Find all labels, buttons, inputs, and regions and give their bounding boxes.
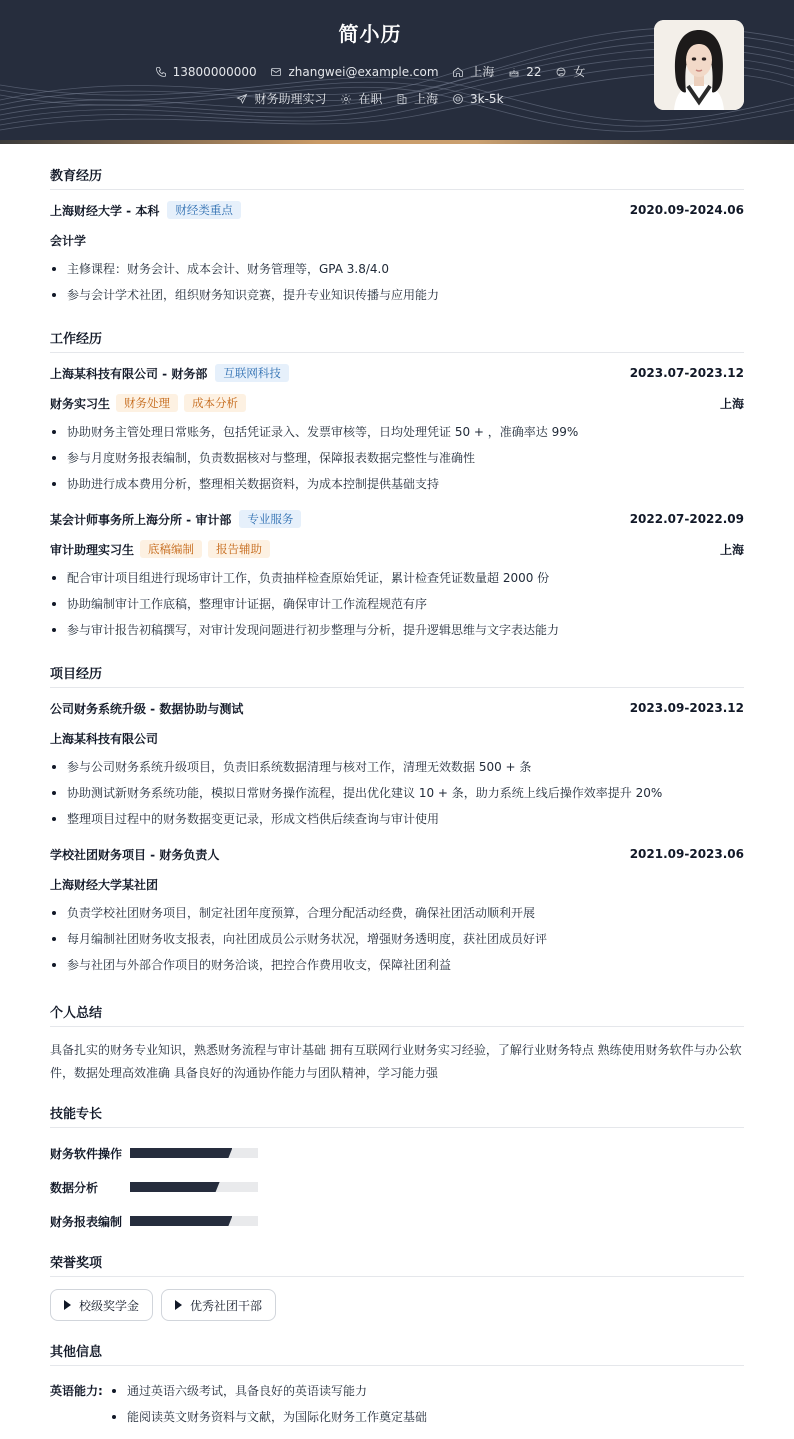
list-item: 主修课程：财务会计、成本会计、财务管理等，GPA 3.8/4.0 bbox=[50, 256, 744, 282]
awards-section bbox=[50, 1252, 744, 1321]
other-section bbox=[50, 1341, 744, 1430]
skill-level-fill bbox=[130, 1148, 232, 1158]
skill-tag: 底稿编制 bbox=[140, 540, 202, 558]
work-bullets bbox=[50, 565, 744, 643]
school-name: 上海财经大学 - 本科 bbox=[50, 203, 160, 218]
project-org: 上海某科技有限公司 bbox=[50, 731, 159, 746]
section-title: 荣誉奖项 bbox=[50, 1252, 744, 1277]
project-date: 2023.09-2023.12 bbox=[629, 701, 744, 715]
project-org-row bbox=[50, 728, 744, 748]
other-info bbox=[50, 1378, 744, 1430]
award-chip bbox=[50, 1289, 153, 1321]
work-role-row bbox=[50, 393, 744, 413]
job-intention-row bbox=[0, 90, 740, 108]
award-label: 校级奖学金 bbox=[79, 1298, 140, 1313]
skills-list bbox=[50, 1136, 744, 1238]
contact-phone bbox=[155, 65, 257, 79]
skill-tag: 成本分析 bbox=[184, 394, 246, 412]
project-section bbox=[50, 663, 744, 978]
list-item: 参与审计报告初稿撰写，对审计发现问题进行初步整理与分析，提升逻辑思维与文字表达能力 bbox=[50, 617, 744, 643]
project-entry-header bbox=[50, 844, 744, 864]
job-city-text: 上海 bbox=[414, 92, 439, 106]
job-city bbox=[396, 90, 438, 107]
role-name: 审计助理实习生 bbox=[50, 542, 135, 557]
candidate-name: 简小历 bbox=[338, 22, 402, 46]
education-entry-header bbox=[50, 200, 744, 220]
project-bullets bbox=[50, 754, 744, 832]
list-item: 协助财务主管处理日常账务，包括凭证录入、发票审核等，日均处理凭证 50 + ，准确率达 99% bbox=[50, 419, 744, 445]
job-salary bbox=[452, 92, 504, 106]
summary-text: 具备扎实的财务专业知识，熟悉财务流程与审计基础 拥有互联网行业财务实习经验，了解行业财务特点 熟练使用财务软件与办公软件，数据处理高效准确 具备良好的沟通协作能力与团队精神，学习能力强 bbox=[50, 1043, 742, 1080]
section-title: 项目经历 bbox=[50, 663, 744, 688]
contact-email bbox=[270, 65, 438, 79]
industry-tag: 互联网科技 bbox=[215, 364, 289, 382]
home-icon bbox=[452, 66, 464, 78]
skill-item bbox=[50, 1170, 403, 1204]
skill-name: 数据分析 bbox=[50, 1180, 99, 1195]
skill-tag: 报告辅助 bbox=[208, 540, 270, 558]
skill-level-bar bbox=[130, 1148, 258, 1158]
work-entry-header bbox=[50, 363, 744, 383]
skill-level-bar bbox=[130, 1216, 258, 1226]
section-title: 技能专长 bbox=[50, 1103, 744, 1128]
work-section bbox=[50, 328, 744, 643]
resume-header bbox=[0, 0, 794, 140]
list-item: 配合审计项目组进行现场审计工作，负责抽样检查原始凭证，累计检查凭证数量超 2000 份 bbox=[50, 565, 744, 591]
education-bullets bbox=[50, 256, 744, 308]
contact-row bbox=[0, 63, 740, 81]
play-icon bbox=[64, 1300, 71, 1310]
mail-icon bbox=[270, 66, 282, 78]
gender-icon bbox=[555, 66, 567, 78]
company-name: 上海某科技有限公司 - 财务部 bbox=[50, 366, 208, 381]
work-location: 上海 bbox=[719, 396, 744, 411]
list-item: 能阅读英文财务资料与文献，为国际化财务工作奠定基础 bbox=[110, 1404, 427, 1430]
award-chip bbox=[161, 1289, 276, 1321]
section-title: 个人总结 bbox=[50, 1002, 744, 1027]
work-bullets bbox=[50, 419, 744, 497]
skill-level-bar bbox=[130, 1182, 258, 1192]
resume-body bbox=[50, 144, 744, 1430]
status-text: 在职 bbox=[358, 92, 383, 106]
project-entry-header bbox=[50, 698, 744, 718]
contact-gender bbox=[555, 63, 585, 80]
skill-tag: 财务处理 bbox=[116, 394, 178, 412]
list-item: 协助进行成本费用分析，整理相关数据资料，为成本控制提供基础支持 bbox=[50, 471, 744, 497]
list-item: 协助测试新财务系统功能，模拟日常财务操作流程，提出优化建议 10 + 条，助力系统上线后操作效率提升 20% bbox=[50, 780, 744, 806]
other-bullets bbox=[110, 1378, 427, 1430]
list-item: 参与月度财务报表编制，负责数据核对与整理，保障报表数据完整性与准确性 bbox=[50, 445, 744, 471]
list-item: 参与公司财务系统升级项目，负责旧系统数据清理与核对工作，清理无效数据 500 + 条 bbox=[50, 754, 744, 780]
send-icon bbox=[236, 93, 248, 105]
education-section bbox=[50, 165, 744, 308]
summary-section bbox=[50, 1002, 744, 1085]
section-title: 教育经历 bbox=[50, 165, 744, 190]
email-text: zhangwei@example.com bbox=[288, 64, 439, 79]
contact-age bbox=[508, 65, 541, 79]
status-icon bbox=[340, 93, 352, 105]
list-item: 参与会计学术社团，组织财务知识竞赛，提升专业知识传播与应用能力 bbox=[50, 282, 744, 308]
work-date: 2023.07-2023.12 bbox=[629, 366, 744, 380]
work-date: 2022.07-2022.09 bbox=[629, 512, 744, 526]
work-location: 上海 bbox=[719, 542, 744, 557]
skill-item bbox=[50, 1204, 403, 1238]
play-icon bbox=[175, 1300, 182, 1310]
cake-icon bbox=[508, 66, 520, 78]
list-item: 负责学校社团财务项目，制定社团年度预算，合理分配活动经费，确保社团活动顺利开展 bbox=[50, 900, 744, 926]
section-title: 工作经历 bbox=[50, 328, 744, 353]
gender-text: 女 bbox=[573, 65, 586, 79]
skill-name: 财务软件操作 bbox=[50, 1146, 123, 1161]
job-status bbox=[340, 90, 382, 107]
company-name: 某会计师事务所上海分所 - 审计部 bbox=[50, 512, 232, 527]
award-label: 优秀社团干部 bbox=[190, 1298, 263, 1313]
position-text: 财务助理实习 bbox=[254, 92, 327, 106]
major: 会计学 bbox=[50, 233, 87, 248]
other-label: 英语能力: bbox=[50, 1384, 103, 1398]
awards-list bbox=[50, 1289, 744, 1321]
section-title: 其他信息 bbox=[50, 1341, 744, 1366]
project-name: 学校社团财务项目 - 财务负责人 bbox=[50, 847, 220, 862]
avatar bbox=[654, 20, 744, 110]
list-item: 整理项目过程中的财务数据变更记录，形成文档供后续查询与审计使用 bbox=[50, 806, 744, 832]
school-tag: 财经类重点 bbox=[167, 201, 241, 219]
project-date: 2021.09-2023.06 bbox=[629, 847, 744, 861]
building-icon bbox=[396, 93, 408, 105]
project-org-row bbox=[50, 874, 744, 894]
industry-tag: 专业服务 bbox=[239, 510, 301, 528]
skill-item bbox=[50, 1136, 403, 1170]
project-org: 上海财经大学某社团 bbox=[50, 877, 159, 892]
avatar-portrait-icon bbox=[654, 20, 744, 110]
skill-name: 财务报表编制 bbox=[50, 1214, 123, 1229]
skills-section bbox=[50, 1103, 744, 1238]
salary-icon bbox=[452, 93, 464, 105]
salary-text: 3k-5k bbox=[470, 91, 504, 106]
work-role-row bbox=[50, 539, 744, 559]
list-item: 通过英语六级考试，具备良好的英语读写能力 bbox=[110, 1378, 427, 1404]
education-date: 2020.09-2024.06 bbox=[629, 203, 744, 217]
list-item: 每月编制社团财务收支报表，向社团成员公示财务状况，增强财务透明度，获社团成员好评 bbox=[50, 926, 744, 952]
phone-icon bbox=[155, 66, 167, 78]
project-name: 公司财务系统升级 - 数据协助与测试 bbox=[50, 701, 244, 716]
work-entry-header bbox=[50, 509, 744, 529]
job-position bbox=[236, 90, 326, 107]
skill-level-fill bbox=[130, 1182, 220, 1192]
role-name: 财务实习生 bbox=[50, 396, 111, 411]
phone-text: 13800000000 bbox=[172, 64, 257, 79]
project-bullets bbox=[50, 900, 744, 978]
list-item: 协助编制审计工作底稿，整理审计证据，确保审计工作流程规范有序 bbox=[50, 591, 744, 617]
city-text: 上海 bbox=[470, 65, 495, 79]
contact-city bbox=[452, 63, 494, 80]
skill-level-fill bbox=[130, 1216, 232, 1226]
list-item: 参与社团与外部合作项目的财务洽谈，把控合作费用收支，保障社团利益 bbox=[50, 952, 744, 978]
education-major-row bbox=[50, 230, 744, 250]
age-text: 22 bbox=[526, 64, 542, 79]
